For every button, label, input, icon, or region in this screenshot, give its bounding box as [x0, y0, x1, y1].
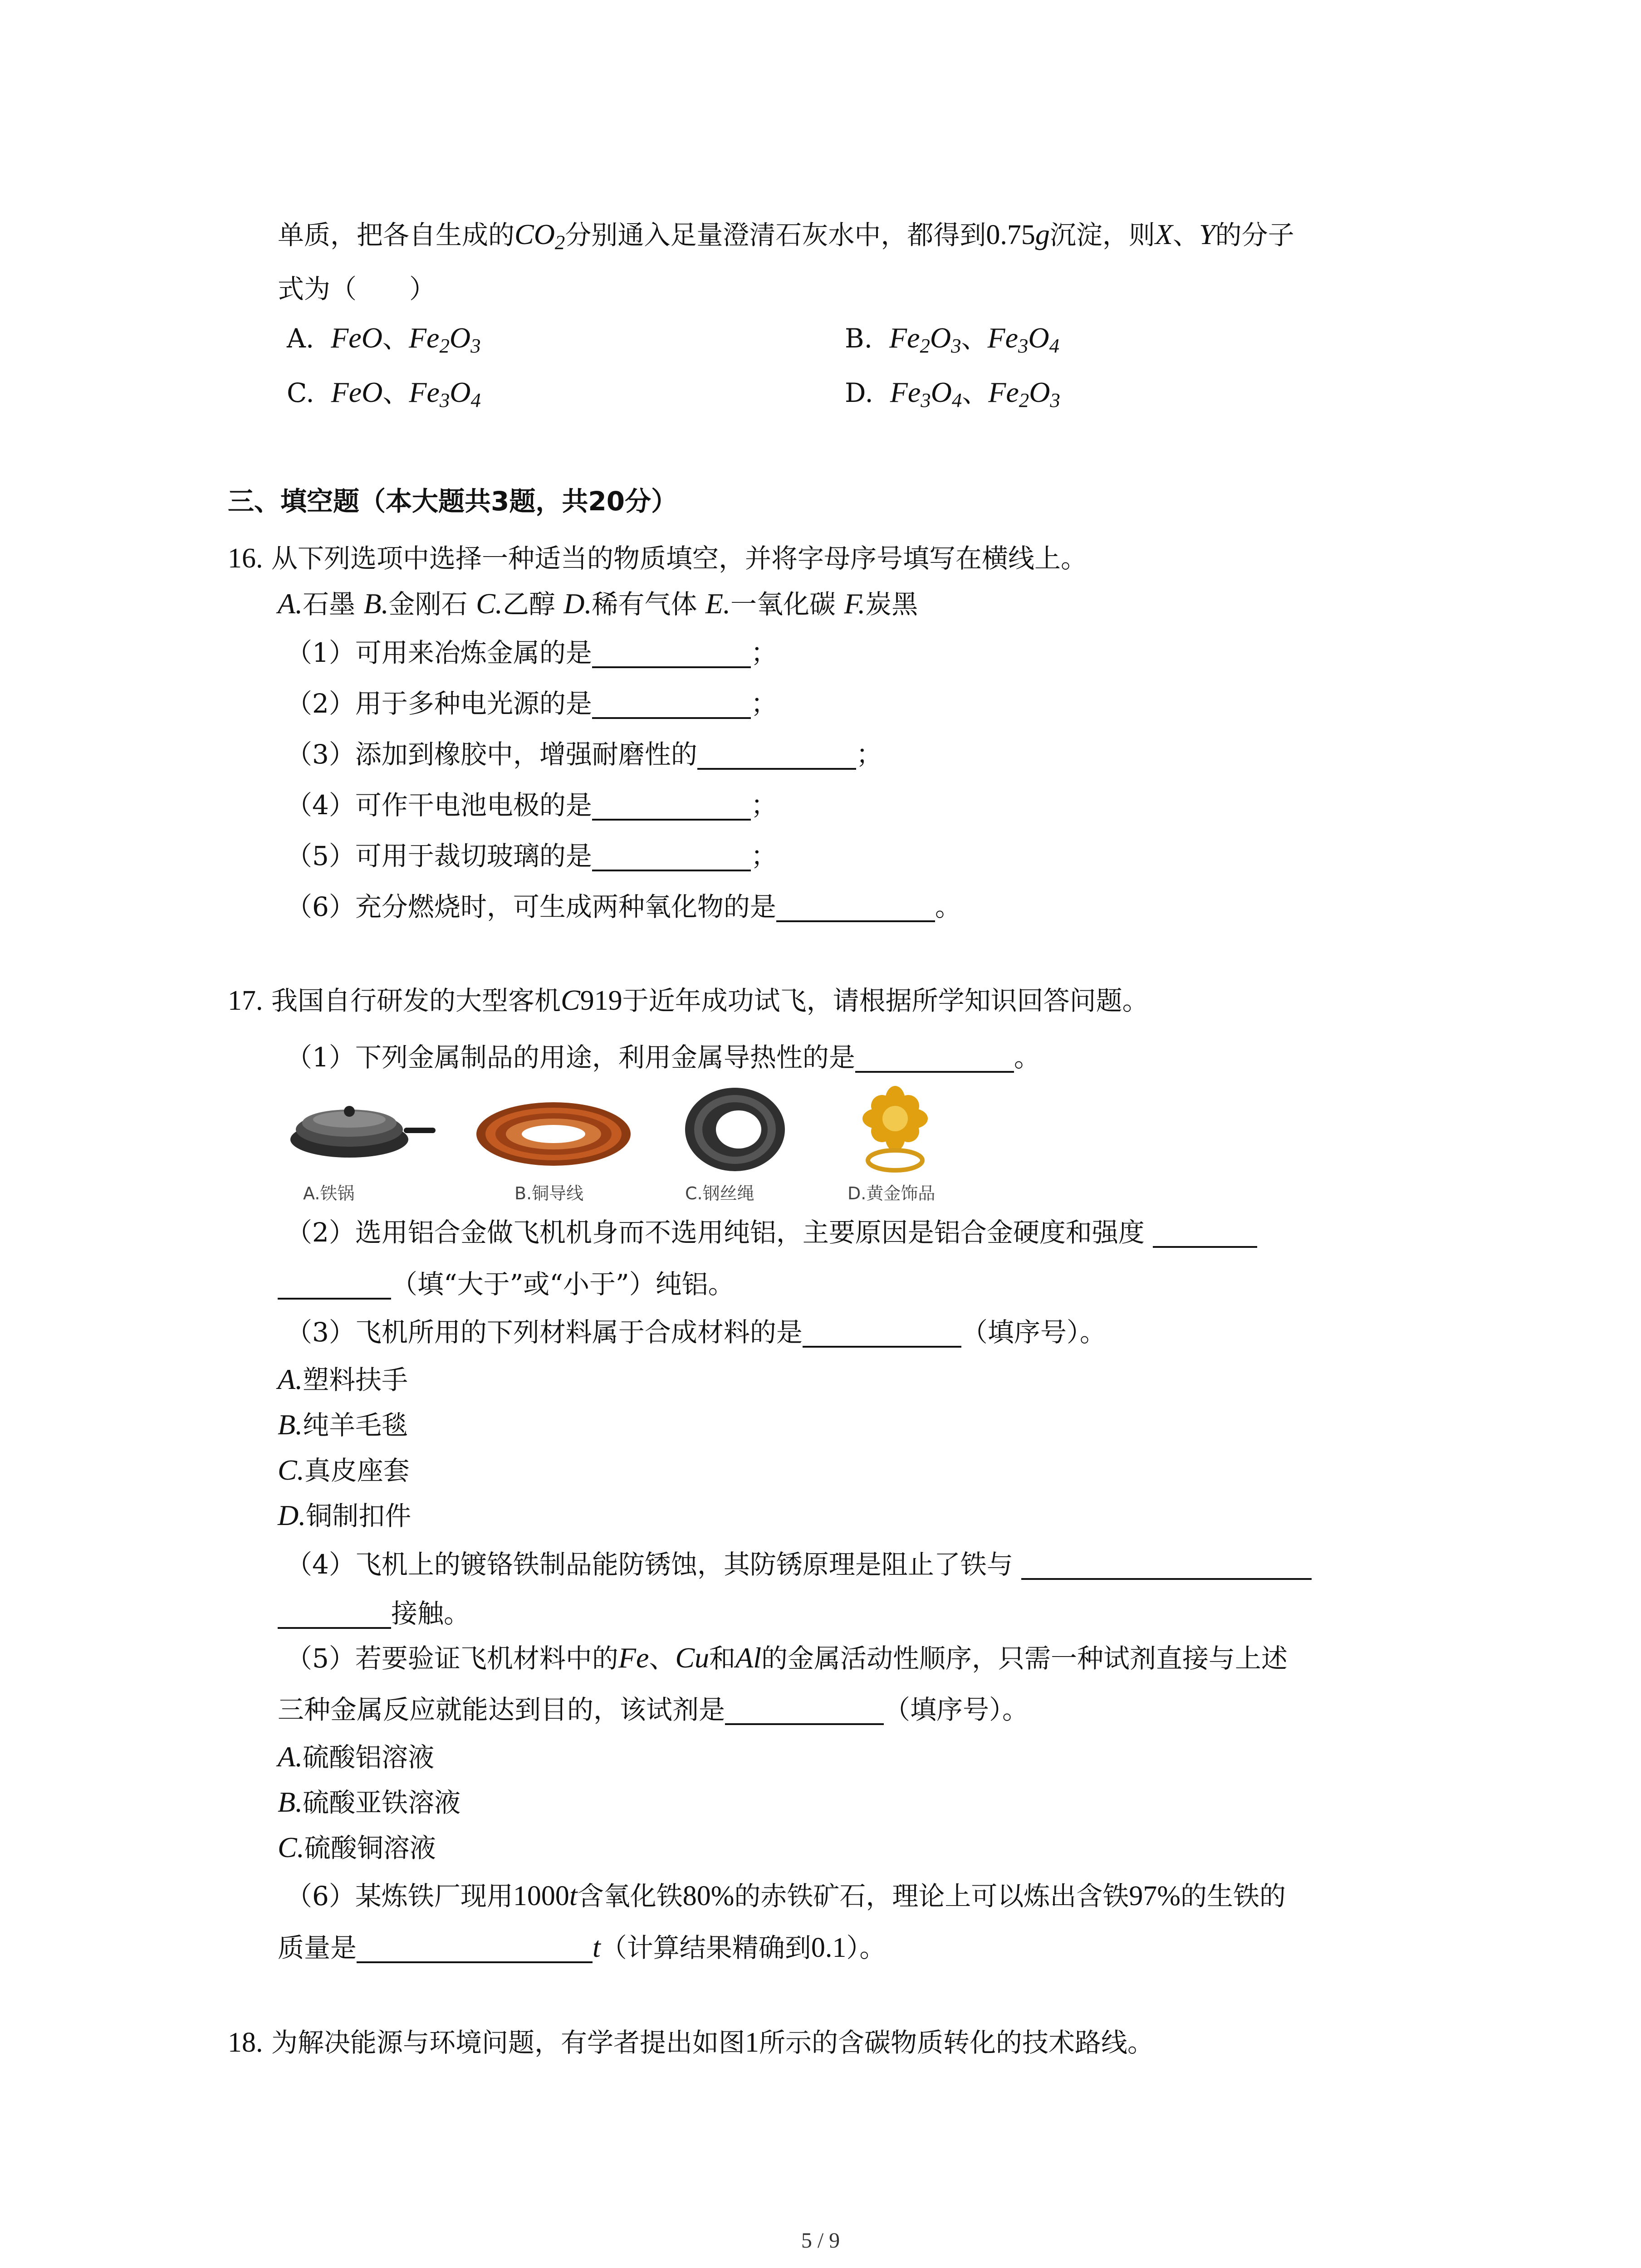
var-y: Y [1199, 218, 1215, 250]
question-number: 18. [228, 2027, 263, 2058]
q16-item-3: （3）添加到橡胶中，增强耐磨性的 ； [286, 739, 882, 770]
answer-blank[interactable] [278, 1271, 391, 1300]
q17-part-3: （3）飞机所用的下列材料属于合成材料的是 （填序号）。 [286, 1317, 1106, 1348]
co2-formula: $CO_2$ [514, 218, 565, 254]
q17-part-4: （4）飞机上的镀铬铁制品能防锈蚀，其防锈原理是阻止了铁与 [286, 1546, 1312, 1583]
q16-options: A.石墨 B.金刚石 C.乙醇 D.稀有气体 E.一氧化碳 F.炭黑 [278, 587, 918, 620]
q17-p5-option-a[interactable]: A.硫酸铝溶液 [278, 1740, 435, 1773]
answer-blank[interactable] [1021, 1551, 1312, 1580]
q17-p3-option-d[interactable]: D.铜制扣件 [278, 1499, 411, 1531]
q15-option-c[interactable]: C. FeO、$Fe_3O_4$ [287, 376, 481, 412]
q17-p3-option-c[interactable]: C.真皮座套 [278, 1454, 410, 1486]
q16-item-2: （2）用于多种电光源的是 ； [286, 688, 777, 719]
q16-stem: 16. 从下列选项中选择一种适当的物质填空，并将字母序号填写在横线上。 [228, 543, 1087, 574]
q17-part-5: （5）若要验证飞机材料中的Fe、Cu和Al的金属活动性顺序，只需一种试剂直接与上述 [286, 1642, 1288, 1674]
q17-part-6: （6）某炼铁厂现用1000t含氧化铁80%的赤铁矿石，理论上可以炼出含铁97%的生铁的 [286, 1879, 1286, 1911]
answer-blank[interactable] [803, 1319, 961, 1348]
answer-blank[interactable] [855, 1044, 1014, 1073]
q17-part-5-cont: 三种金属反应就能达到目的，该试剂是 （填序号）。 [278, 1694, 1029, 1725]
question-number: 17. [228, 985, 263, 1016]
q17-p5-option-c[interactable]: C.硫酸铜溶液 [278, 1831, 436, 1863]
steel-rope-image [681, 1084, 789, 1175]
q17-part-1: （1）下列金属制品的用途，利用金属导热性的是 。 [286, 1042, 1040, 1073]
q17-p3-option-b[interactable]: B.纯羊毛毯 [278, 1408, 408, 1441]
answer-blank[interactable] [776, 893, 935, 922]
image-caption-d: D.黄金饰品 [847, 1183, 936, 1203]
gold-ring-image [847, 1084, 943, 1175]
q15-line-1: 单质，把各自生成的$CO_2$分别通入足量澄清石灰水中，都得到0.75g沉淀，则X、Y的分子 [278, 218, 1294, 254]
q16-item-5: （5）可用于裁切玻璃的是 ； [286, 841, 777, 871]
q16-item-1: （1）可用来冶炼金属的是 ； [286, 637, 777, 668]
q17-part-2-cont: （填“大于”或“小于”）纯铝。 [278, 1266, 735, 1303]
q15-option-d[interactable]: D. $Fe_3O_4$、$Fe_2O_3$ [845, 376, 1060, 412]
text: 分别通入足量澄清石灰水中，都得到 [565, 220, 986, 250]
q17-part-2: （2）选用铝合金做飞机机身而不选用纯铝，主要原因是铝合金硬度和强度 [286, 1214, 1257, 1251]
text: 单质，把各自生成的 [278, 220, 515, 250]
answer-blank[interactable] [592, 639, 751, 668]
answer-blank[interactable] [1153, 1219, 1257, 1248]
image-caption-c: C.钢丝绳 [685, 1183, 754, 1203]
q17-p5-option-b[interactable]: B.硫酸亚铁溶液 [278, 1786, 461, 1818]
iron-wok-image [281, 1098, 436, 1170]
q17-part-6-cont: 质量是 t（计算结果精确到0.1）。 [278, 1931, 886, 1963]
answer-blank[interactable] [725, 1696, 884, 1725]
q15-line-2: 式为（ ） [278, 274, 436, 304]
copper-wire-image [472, 1093, 635, 1175]
q16-item-4: （4）可作干电池电极的是 ； [286, 790, 777, 821]
page-number: 5 / 9 [801, 2229, 840, 2253]
image-caption-a: A.铁锅 [303, 1183, 355, 1203]
q16-item-6: （6）充分燃烧时，可生成两种氧化物的是 。 [286, 891, 961, 922]
answer-blank[interactable] [697, 741, 856, 770]
answer-blank[interactable] [592, 690, 751, 719]
answer-blank[interactable] [278, 1600, 391, 1629]
answer-blank[interactable] [592, 842, 751, 871]
question-number: 16. [228, 543, 263, 574]
text: 的分子 [1215, 220, 1294, 250]
answer-blank[interactable] [592, 792, 751, 821]
q15-option-a[interactable]: A. FeO、$Fe_2O_3$ [287, 322, 481, 357]
var-x: X [1155, 218, 1173, 250]
text: 沉淀，则 [1049, 220, 1155, 250]
q17-p3-option-a[interactable]: A.塑料扶手 [278, 1363, 408, 1395]
mass-value: 0.75 [986, 220, 1035, 250]
q18-stem: 18. 为解决能源与环境问题，有学者提出如图1所示的含碳物质转化的技术路线。 [228, 2027, 1154, 2058]
unit-g: g [1035, 218, 1050, 250]
q17-stem: 17. 我国自行研发的大型客机C919于近年成功试飞，请根据所学知识回答问题。 [228, 984, 1149, 1016]
q15-option-b[interactable]: B. $Fe_2O_3$、$Fe_3O_4$ [845, 322, 1060, 357]
answer-blank[interactable] [357, 1934, 593, 1963]
section-3-title: 三、填空题（本大题共3题，共20分） [228, 486, 678, 517]
image-caption-b: B.铜导线 [514, 1183, 584, 1203]
q17-part-4-cont: 接触。 [278, 1595, 470, 1632]
